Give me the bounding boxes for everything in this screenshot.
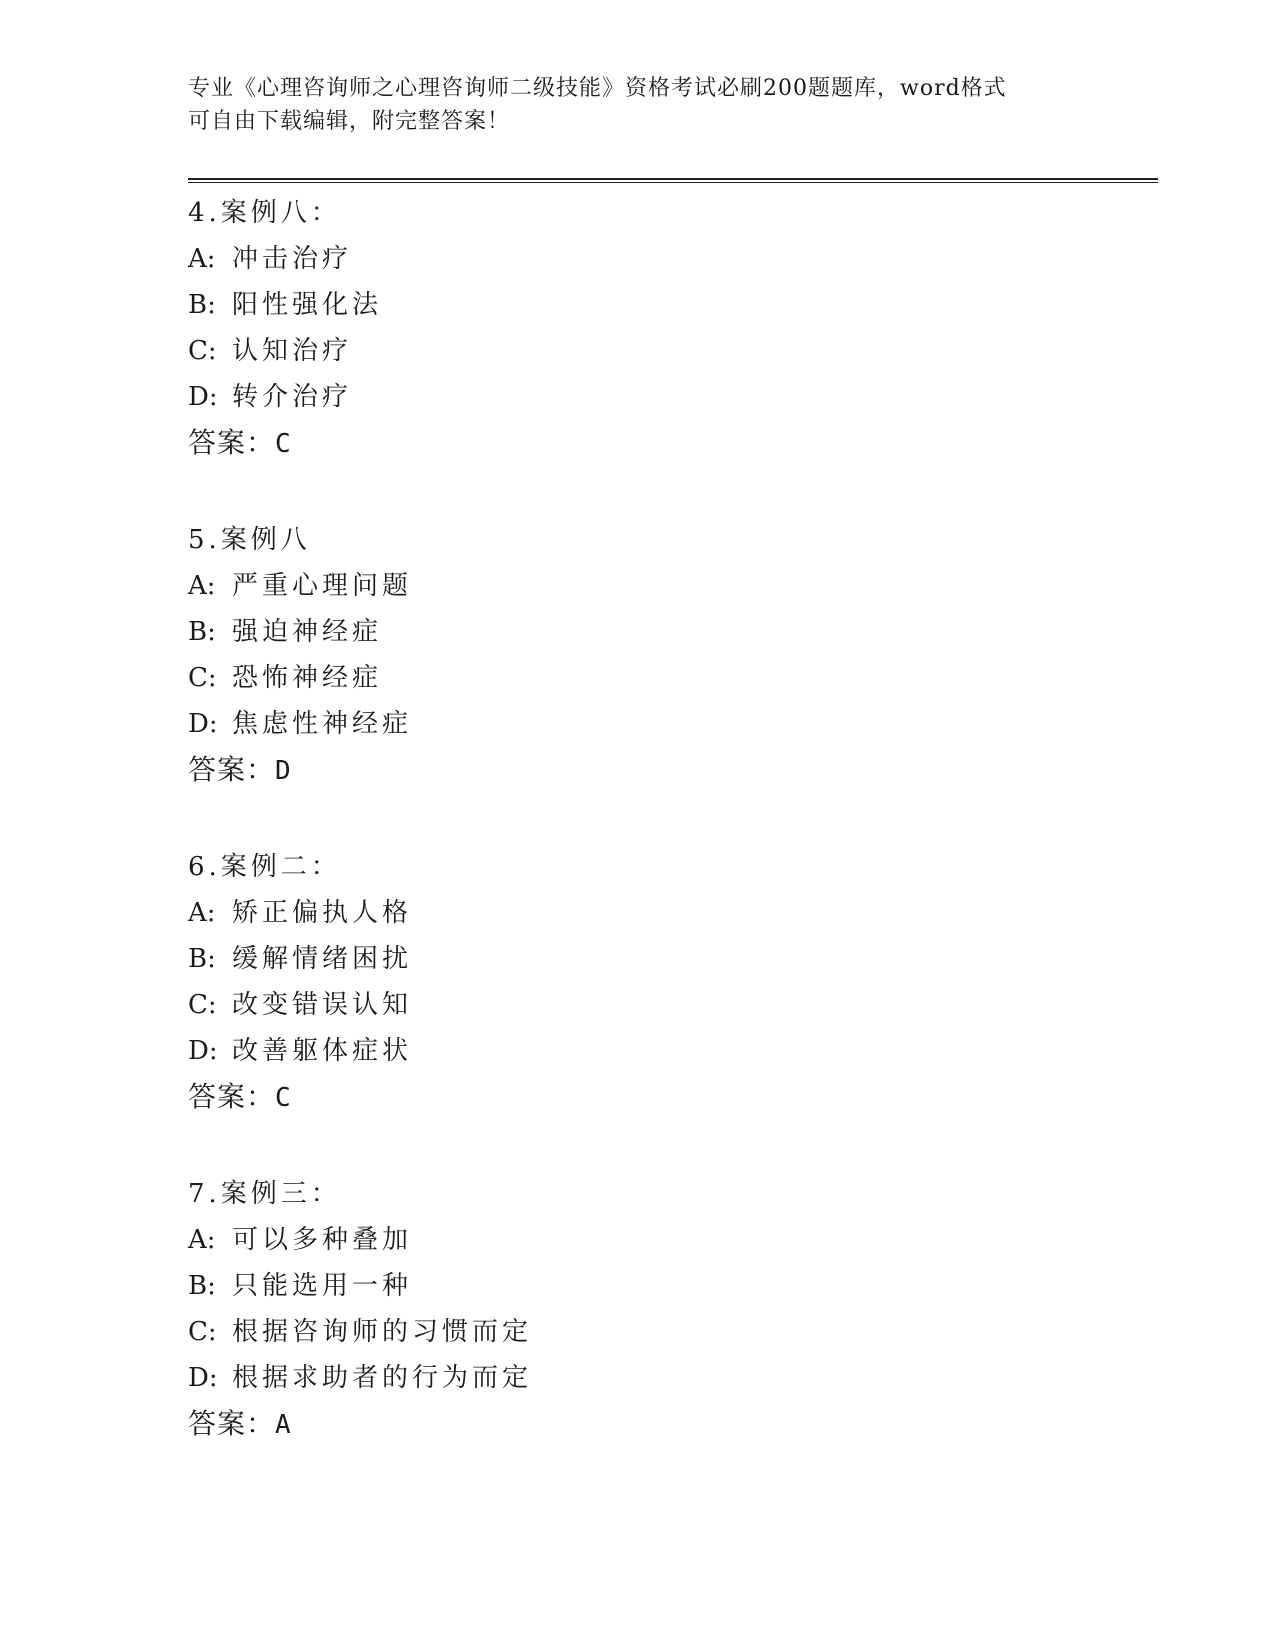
option-key: D: bbox=[188, 382, 218, 412]
question-title: 6.案例二： bbox=[188, 852, 341, 882]
option-text: 冲击治疗 bbox=[232, 244, 353, 274]
option-text: 改变错误认知 bbox=[232, 990, 413, 1020]
option-key: C: bbox=[188, 663, 217, 693]
option-text: 阳性强化法 bbox=[232, 290, 383, 320]
option-key: C: bbox=[188, 990, 217, 1020]
question-4 bbox=[188, 190, 1148, 466]
option-text: 缓解情绪困扰 bbox=[232, 944, 413, 974]
option-text: 只能选用一种 bbox=[232, 1271, 413, 1301]
option-c bbox=[188, 1309, 1148, 1355]
option-key: C: bbox=[188, 336, 217, 366]
option-text: 改善躯体症状 bbox=[232, 1036, 413, 1066]
option-key: A: bbox=[188, 1225, 216, 1255]
option-d bbox=[188, 701, 1148, 747]
question-6 bbox=[188, 844, 1148, 1120]
option-text: 转介治疗 bbox=[232, 382, 353, 412]
option-a bbox=[188, 1217, 1148, 1263]
option-a bbox=[188, 890, 1148, 936]
option-key: B: bbox=[188, 290, 216, 320]
answer-line bbox=[188, 747, 1148, 793]
option-text: 严重心理问题 bbox=[232, 571, 413, 601]
option-text: 矫正偏执人格 bbox=[232, 898, 413, 928]
option-c bbox=[188, 982, 1148, 1028]
option-text: 强迫神经症 bbox=[232, 617, 383, 647]
option-text: 根据求助者的行为而定 bbox=[232, 1363, 533, 1393]
answer-value: C bbox=[275, 429, 292, 459]
answer-line bbox=[188, 1401, 1148, 1447]
option-a bbox=[188, 236, 1148, 282]
answer-line bbox=[188, 1074, 1148, 1120]
option-d bbox=[188, 1355, 1148, 1401]
option-text: 认知治疗 bbox=[232, 336, 353, 366]
option-b bbox=[188, 936, 1148, 982]
option-text: 焦虑性神经症 bbox=[232, 709, 413, 739]
question-5 bbox=[188, 517, 1148, 793]
answer-label: 答案： bbox=[188, 1407, 276, 1440]
option-key: B: bbox=[188, 1271, 216, 1301]
question-title: 4.案例八： bbox=[188, 198, 341, 228]
option-key: A: bbox=[188, 898, 216, 928]
option-b bbox=[188, 1263, 1148, 1309]
answer-label: 答案： bbox=[188, 753, 276, 786]
answer-value: D bbox=[275, 756, 292, 786]
option-key: D: bbox=[188, 1036, 218, 1066]
answer-label: 答案： bbox=[188, 426, 276, 459]
option-key: D: bbox=[188, 1363, 218, 1393]
option-key: A: bbox=[188, 571, 216, 601]
option-c bbox=[188, 328, 1148, 374]
option-c bbox=[188, 655, 1148, 701]
question-7 bbox=[188, 1171, 1148, 1447]
header-line-2: 可自由下载编辑，附完整答案！ bbox=[188, 109, 511, 134]
question-list bbox=[188, 190, 1148, 1498]
option-b bbox=[188, 282, 1148, 328]
document-header bbox=[188, 72, 1088, 138]
answer-label: 答案： bbox=[188, 1080, 276, 1113]
option-text: 可以多种叠加 bbox=[232, 1225, 413, 1255]
question-title: 5.案例八 bbox=[188, 525, 311, 555]
option-text: 根据咨询师的习惯而定 bbox=[232, 1317, 533, 1347]
option-text: 恐怖神经症 bbox=[232, 663, 383, 693]
header-divider bbox=[188, 178, 1158, 183]
question-title: 7.案例三： bbox=[188, 1179, 341, 1209]
option-a bbox=[188, 563, 1148, 609]
option-b bbox=[188, 609, 1148, 655]
option-key: D: bbox=[188, 709, 218, 739]
option-key: A: bbox=[188, 244, 216, 274]
option-key: B: bbox=[188, 617, 216, 647]
header-line-1: 专业《心理咨询师之心理咨询师二级技能》资格考试必刷200题题库，word格式 bbox=[188, 76, 1007, 101]
option-d bbox=[188, 374, 1148, 420]
option-key: C: bbox=[188, 1317, 217, 1347]
answer-value: C bbox=[275, 1083, 292, 1113]
answer-line bbox=[188, 420, 1148, 466]
answer-value: A bbox=[275, 1410, 292, 1440]
option-key: B: bbox=[188, 944, 216, 974]
option-d bbox=[188, 1028, 1148, 1074]
